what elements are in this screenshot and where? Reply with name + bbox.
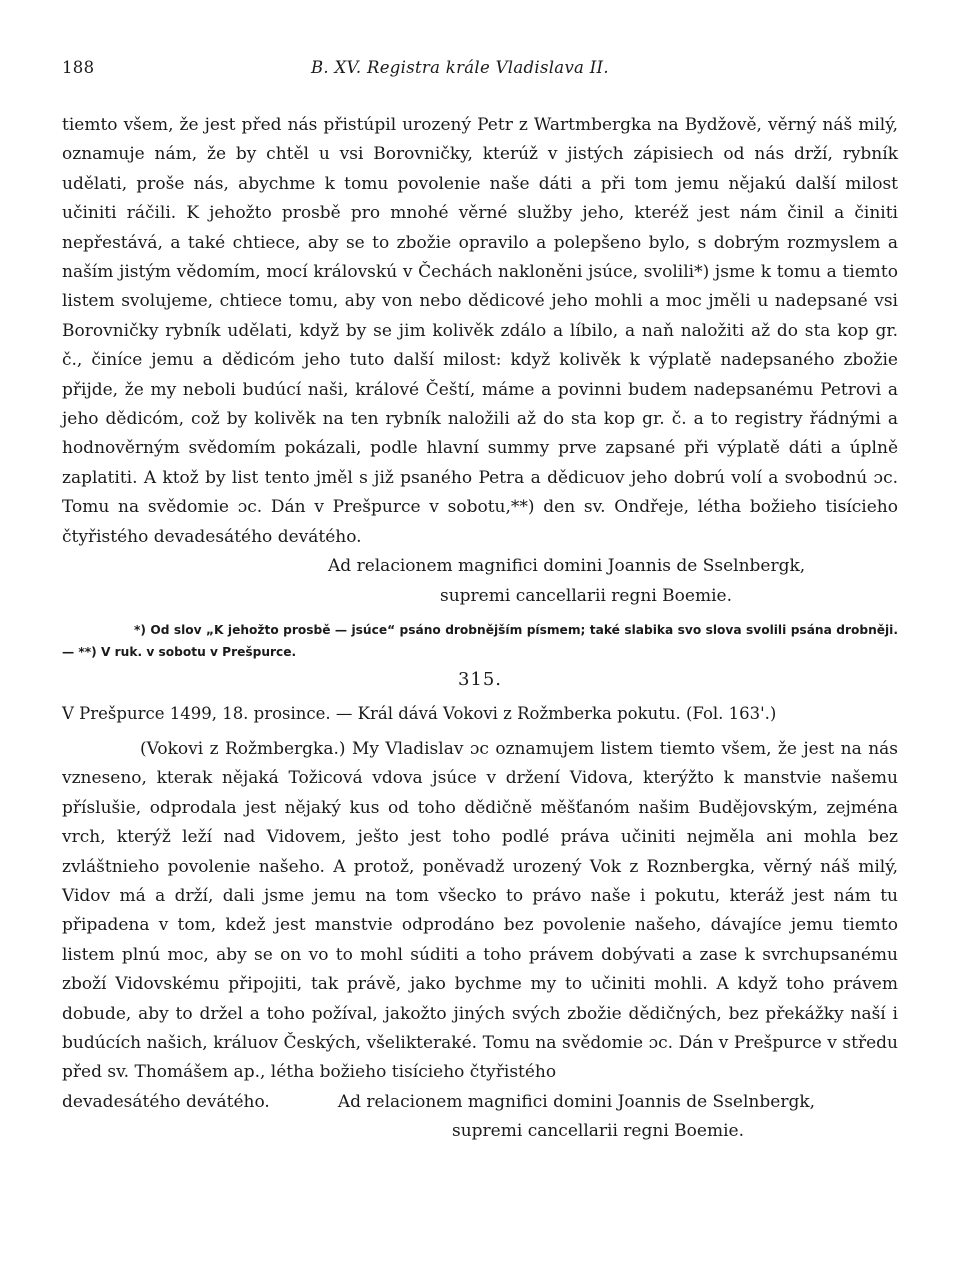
document-number: 315. — [457, 668, 503, 690]
relation-line-2: supremi cancellarii regni Boemie. — [440, 585, 732, 606]
document-page — [62, 58, 898, 1147]
document-regest: V Prešpurce 1499, 18. prosince. — Král dává Vokovi z Rožmberka pokutu. (Fol. 163'.) — [62, 703, 777, 723]
relation-line-1: Ad relacionem magnifici domini Joannis de Sselnbergk, — [328, 556, 806, 577]
chancery-relation — [62, 552, 898, 611]
footnote: *) Od slov „K jehožto prosbě — jsúce“ psáno drobnějším písmem; také slabika svo slova svolili psána drobněji. — **) V ruk. v sobotu v Prešpurce. — [62, 622, 898, 659]
running-title: B. XV. Registra krále Vladislava II. — [311, 58, 609, 77]
relation-line-1: Ad relacionem magnifici domini Joannis de Sselnbergk, — [337, 1091, 816, 1112]
relation-line-2: supremi cancellarii regni Boemie. — [452, 1121, 744, 1142]
page-header — [62, 58, 898, 88]
dating-end: devadesátého devátého. — [62, 1091, 270, 1112]
charter-text: (Vokovi z Rožmbergka.) My Vladislav ɔc oznamujem listem tiemto všem, že jest na nás vzneseno, kterak nějaká Tožicová vdova jsúce v držení Vidova, kterýžto k manstvie našemu příslušie, odprodala jest nějaký kus od toho dědičně měšťanóm našim Budějovským, zejména vrch, kterýž leží nad Vidovem, ješto jest toho podlé práva učiniti nejměla ani mohla bez zvláštnieho povolenie našeho. A protož, poněvadž urozený Vok z Roznbergka, věrný náš milý, Vidov má a drží, dali jsme jemu na tom všecko to právo naše i pokutu, kteráž jest nám tu připadena v tom, kdež jest manstvie odprodáno bez povolenie našeho, dávajíce jemu tiemto listem plnú moc, aby se on vo to mohl súditi a toho právem dobývati a zase k svrchupsanému zboží Vidovskému připojiti, tak právě, jako bychme my to učiniti mohli. A když toho právem dobude, aby to držel a toho požíval, jakožto jiných svých zbožie dědičných, bez překážky naší i budúcích našich, králuov Českých, všelikteraké. Tomu na svědomie ɔc. Dán v Prešpurce v středu před sv. Thomášem ap., létha božieho tisícieho čtyřistého — [62, 738, 898, 1083]
dating-and-relation — [62, 1088, 898, 1147]
charter-text-continued: tiemto všem, že jest před nás přistúpil urozený Petr z Wartmbergka na Bydžově, věrný náš milý, oznamuje nám, že by chtěl u vsi Borovničky, kterúž v jistých zápisiech od nás drží, rybník udělati, proše nás, abychme k tomu povolenie naše dáti a při tom jemu nějakú další milost učiniti ráčili. K jehožto prosbě pro mnohé věrné služby jeho, kteréž jest nám činil a činiti nepřestává, a také chtiece, aby se to zbožie opravilo a polepšeno bylo, s dobrým rozmyslem a naším jistým vědomím, mocí královskú v Čechách nakloněni jsúce, svolili*) jsme k tomu a tiemto listem svolujeme, chtiece tomu, aby von nebo dědicové jeho mohli a moc jměli u nadepsané vsi Borovničky rybník udělati, když by se jim kolivěk zdálo a líbilo, a naň naložiti až do sta kop gr. č., činíce jemu a dědicóm jeho tuto další milost: když kolivěk k výplatě nadepsaného zbožie přijde, že my neboli budúcí naši, králové Čeští, máme a povinni budem nadepsanému Petrovi a jeho dědicóm, což by kolivěk na ten rybník naložili až do sta kop gr. č. a to registry řádnými a hodnověrným svědomím pokázali, podle hlavní summy prve zapsané při výplatě dáti a úplně zaplatiti. A ktož by list tento jměl s již psaného Petra a dědicuov jeho dobrú volí a svobodnú ɔc. Tomu na svědomie ɔc. Dán v Prešpurce v sobotu,**) den sv. Ondřeje, létha božieho tisícieho čtyřistého devadesátého devátého. — [62, 115, 898, 547]
page-number: 188 — [62, 58, 95, 77]
